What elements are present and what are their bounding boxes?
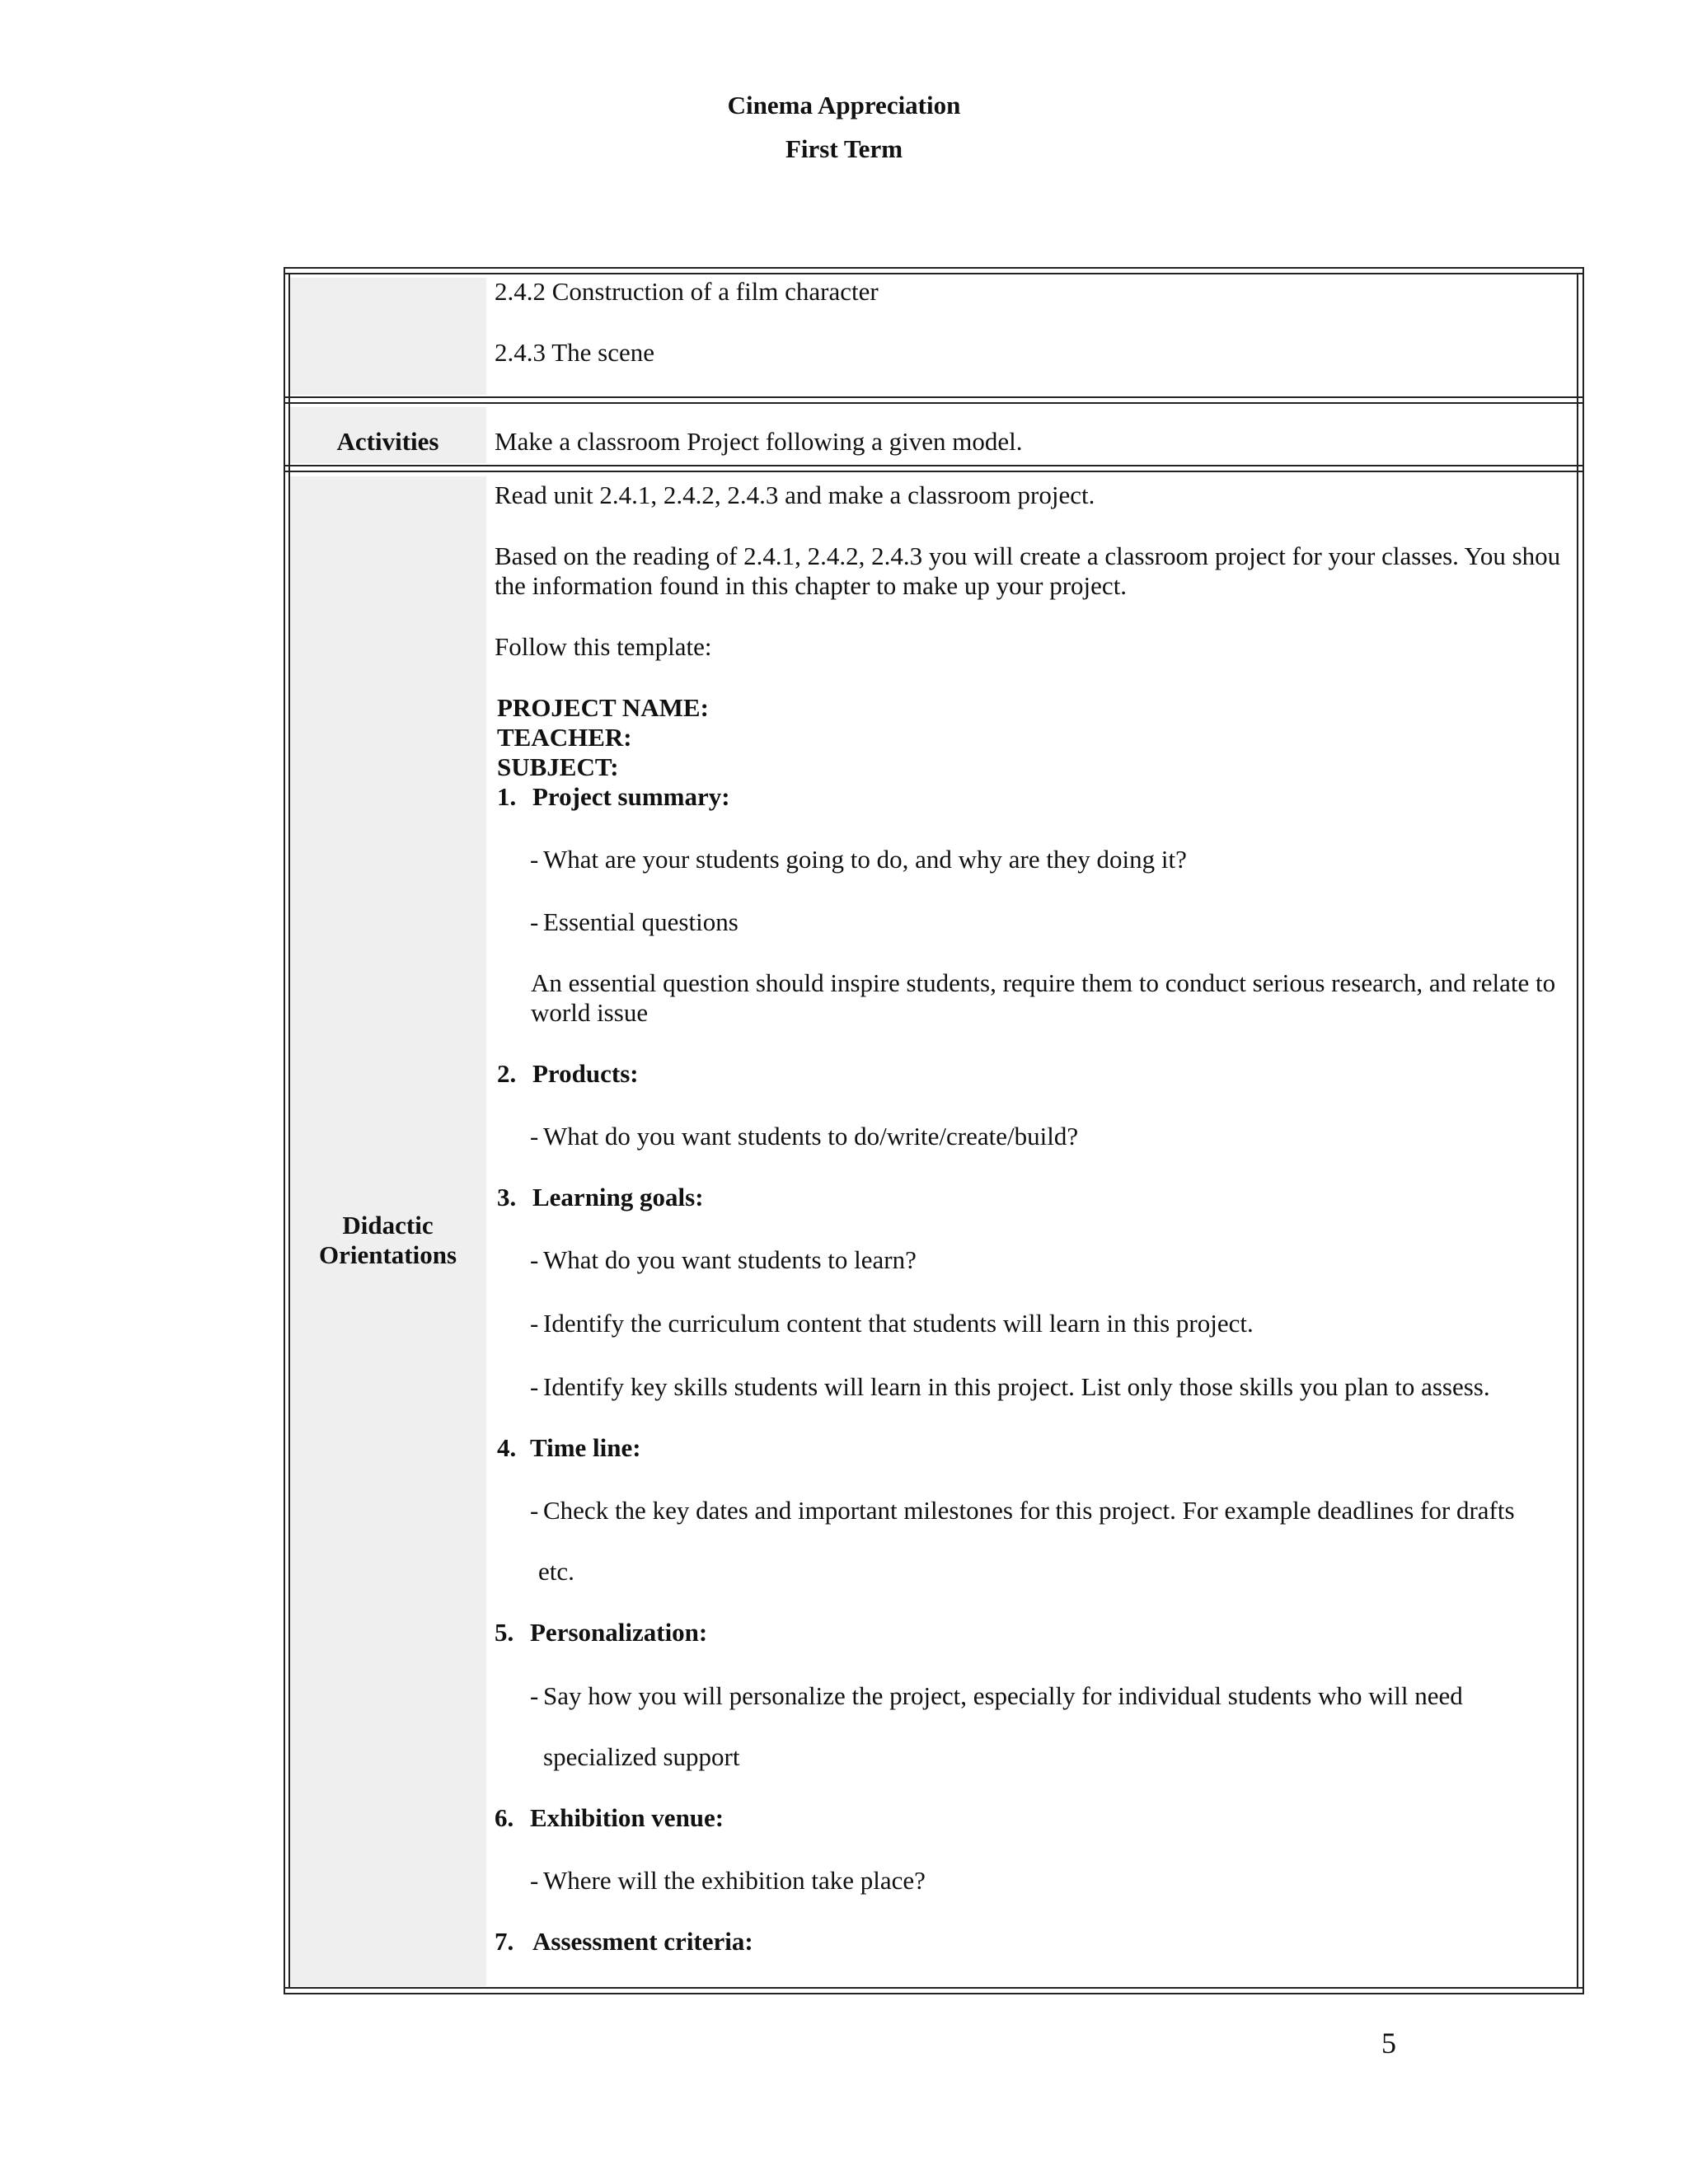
- section-title: Assessment criteria:: [532, 1927, 753, 1956]
- table-top-border: [284, 267, 1584, 269]
- section-title: Project summary:: [532, 782, 730, 811]
- section-number: 7.: [495, 1927, 514, 1956]
- bullet-dash: -: [530, 1681, 539, 1710]
- bullet-text: Say how you will personalize the project, especially for individual students who will need: [543, 1681, 1463, 1710]
- section-number: 6.: [495, 1803, 514, 1832]
- bullet-dash: -: [530, 1245, 539, 1274]
- table-right-border-inner: [1577, 273, 1578, 1989]
- didactic-orientations-content: [493, 272, 1577, 1991]
- subject-field: SUBJECT:: [497, 752, 619, 781]
- paragraph-line: Based on the reading of 2.4.1, 2.4.2, 2.4.3 you will create a classroom project for your classes. You shou: [495, 541, 1561, 570]
- paragraph-line: An essential question should inspire students, require them to conduct serious research, and relate to: [531, 968, 1556, 997]
- table-right-border: [1582, 267, 1584, 1994]
- paragraph-line: world issue: [531, 998, 649, 1027]
- section-number: 4.: [497, 1433, 517, 1462]
- table-left-border: [284, 267, 285, 1994]
- bullet-dash: -: [530, 1309, 539, 1338]
- section-number: 5.: [495, 1618, 514, 1647]
- activities-text: Make a classroom Project following a given model.: [495, 427, 1023, 456]
- bullet-text: What do you want students to learn?: [543, 1245, 917, 1274]
- row1-label-cell: [289, 278, 486, 395]
- section-number: 3.: [497, 1183, 517, 1212]
- section-number: 2.: [497, 1059, 517, 1088]
- bullet-text: Identify the curriculum content that students will learn in this project.: [543, 1309, 1254, 1338]
- bullet-dash: -: [530, 1496, 539, 1525]
- orientations-label: Orientations: [318, 1240, 457, 1269]
- bullet-text: What do you want students to do/write/create/build?: [543, 1122, 1079, 1151]
- section-2-4-3: 2.4.3 The scene: [495, 338, 654, 367]
- teacher-field: TEACHER:: [497, 723, 632, 752]
- project-name-field: PROJECT NAME:: [497, 693, 709, 722]
- term-heading: First Term: [785, 134, 903, 163]
- bullet-text: What are your students going to do, and why are they doing it?: [543, 845, 1187, 874]
- bullet-text: Check the key dates and important milestones for this project. For example deadlines for drafts: [543, 1496, 1515, 1525]
- section-title: Learning goals:: [532, 1183, 704, 1212]
- bullet-dash: -: [530, 1866, 539, 1895]
- activities-label: Activities: [336, 427, 439, 456]
- section-title: Personalization:: [530, 1618, 708, 1647]
- table-bottom-border-outer: [284, 1993, 1584, 1994]
- bullet-dash: -: [530, 907, 539, 936]
- bullet-text: Where will the exhibition take place?: [543, 1866, 926, 1895]
- section-title: Time line:: [530, 1433, 641, 1462]
- bullet-dash: -: [530, 1122, 539, 1151]
- intro-text: Read unit 2.4.1, 2.4.2, 2.4.3 and make a classroom project.: [495, 480, 1095, 509]
- bullet-continuation: specialized support: [543, 1742, 740, 1771]
- bullet-continuation: etc.: [538, 1557, 574, 1586]
- didactic-label: Didactic: [342, 1211, 434, 1240]
- page-number: 5: [1381, 2027, 1396, 2060]
- bullet-text: Identify key skills students will learn in this project. List only those skills you plan to assess.: [543, 1372, 1490, 1401]
- bullet-dash: -: [530, 845, 539, 874]
- bullet-dash: -: [530, 1372, 539, 1401]
- section-number: 1.: [497, 782, 517, 811]
- follow-template-text: Follow this template:: [495, 632, 712, 661]
- section-2-4-2: 2.4.2 Construction of a film character: [495, 277, 879, 306]
- paragraph-line: the information found in this chapter to make up your project.: [495, 571, 1128, 600]
- section-title: Products:: [532, 1059, 639, 1088]
- document-title: Cinema Appreciation: [727, 91, 961, 120]
- section-title: Exhibition venue:: [530, 1803, 724, 1832]
- table-left-border-inner: [288, 273, 290, 1989]
- bullet-text: Essential questions: [543, 907, 738, 936]
